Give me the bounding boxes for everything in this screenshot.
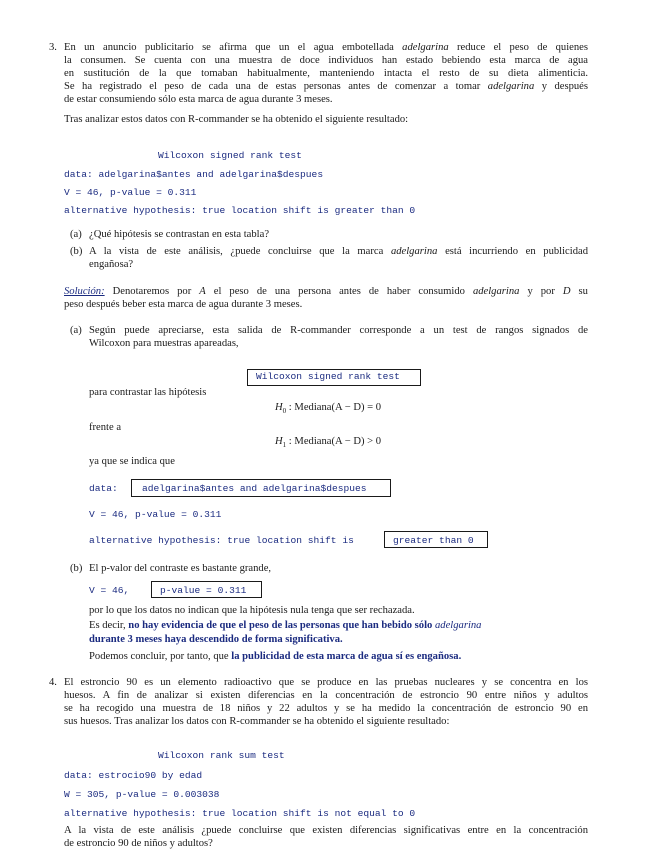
- q4-question-line-1: A la vista de este análisis ¿puede concluirse que existen diferencias significativas entre en la concentración: [64, 825, 588, 836]
- q4-line-3: se ha recogido una muestra de 18 niños y 22 adultos y se ha medido la concentración de estroncio 90 en: [64, 703, 588, 714]
- sol-b-label: (b): [70, 563, 83, 574]
- q3-output-stat: V = 46, p-value = 0.311: [64, 187, 197, 198]
- q4-line-2: huesos. A fin de analizar si existen diferencias en la concentración de estroncio 90 entre niños y adultos: [64, 690, 588, 701]
- sol-frente-text: frente a: [89, 422, 122, 433]
- q3a-label: (a): [70, 229, 82, 240]
- sol-b-line-4: durante 3 meses haya descendido de forma significativa.: [89, 634, 343, 645]
- question-4-number: 4.: [49, 677, 57, 688]
- question-3-number: 3.: [49, 42, 57, 53]
- q3-line-1: En un anuncio publicitario se afirma que un el agua embotellada adelgarina reduce el peso de quienes: [64, 42, 588, 53]
- q3-line-5: de estar consumiendo sólo esta marca de agua durante 3 meses.: [64, 94, 333, 105]
- q3b-line-1: A la vista de este análisis, ¿puede concluirse que la marca adelgarina está incurriendo en publicidad: [89, 246, 588, 257]
- q4-output-title: Wilcoxon rank sum test: [158, 750, 285, 761]
- hypothesis-h0: $H_0$ : Mediana(A − D) = 0: [275, 402, 382, 416]
- q4-line-4: sus huesos. Tras analizar los datos con R-commander se ha obtenido el siguiente resultado:: [64, 716, 450, 727]
- sol-a-label: (a): [70, 325, 82, 336]
- sol-stat-text: V = 46, p-value = 0.311: [89, 509, 222, 520]
- sol-ya-text: ya que se indica que: [89, 456, 175, 467]
- solution-label: Solución:: [64, 286, 105, 297]
- sol-v-text: V = 46,: [89, 585, 130, 596]
- boxed-alt-text: greater than 0: [393, 535, 474, 546]
- sol-b-line-2: por lo que los datos no indican que la hipótesis nula tenga que ser rechazada.: [89, 605, 415, 616]
- q3-output-alt: alternative hypothesis: true location shift is greater than 0: [64, 205, 416, 216]
- q3b-line-2: engañosa?: [89, 259, 134, 270]
- q3-after-text: Tras analizar estos datos con R-commander se ha obtenido el siguiente resultado:: [64, 114, 409, 125]
- solution-line-2: peso después beber esta marca de agua durante 3 meses.: [64, 299, 303, 310]
- q3-line-2: la consumen. Se cuenta con una muestra de doce individuos han estado bebiendo esta marca de agua: [64, 55, 588, 66]
- sol-b-line-5: Podemos concluir, por tanto, que la publicidad de esta marca de agua sí es engañosa.: [89, 651, 462, 662]
- sol-b-line-3: Es decir, no hay evidencia de que el peso de las personas que han bebido sólo adelgarina: [89, 620, 482, 631]
- sol-data-label: data:: [89, 483, 118, 494]
- q3-line-3: en sustitución de la que tomaban habitualmente, manteniendo intacta el resto de su dieta alimenticia.: [64, 68, 588, 79]
- hypothesis-h1: $H_1$ : Mediana(A − D) > 0: [275, 436, 382, 450]
- boxed-pvalue-text: p-value = 0.311: [160, 585, 247, 596]
- sol-b-line-1: El p-valor del contraste es bastante grande,: [89, 563, 272, 574]
- q4-output-alt: alternative hypothesis: true location shift is not equal to 0: [64, 808, 416, 819]
- sol-para-text: para contrastar las hipótesis: [89, 387, 207, 398]
- q4-line-1: El estroncio 90 es un elemento radioactivo que se produce en las pruebas nucleares y se concentra en los: [64, 677, 588, 688]
- q3-output-data: data: adelgarina$antes and adelgarina$despues: [64, 169, 324, 180]
- boxed-data-text: adelgarina$antes and adelgarina$despues: [142, 483, 367, 494]
- q4-question-line-2: de estroncio 90 de niños y adultos?: [64, 838, 213, 849]
- sol-a-line-1: Según puede apreciarse, esta salida de R-commander corresponde a un test de rangos signados de: [89, 325, 588, 336]
- q3-line-4: Se ha registrado el peso de cada una de estas personas antes de comenzar a tomar adelgarina y después: [64, 81, 588, 92]
- q3-output-title: Wilcoxon signed rank test: [158, 150, 302, 161]
- boxed-test-name-text: Wilcoxon signed rank test: [256, 371, 400, 382]
- sol-alt-label: alternative hypothesis: true location shift is: [89, 535, 354, 546]
- q3b-label: (b): [70, 246, 83, 257]
- sol-a-line-2: Wilcoxon para muestras apareadas,: [89, 338, 239, 349]
- q3a-text: ¿Qué hipótesis se contrastan en esta tabla?: [89, 229, 270, 240]
- solution-line-1: Solución: Denotaremos por A el peso de una persona antes de haber consumido adelgarina y por D su: [64, 286, 588, 297]
- q4-output-stat: W = 305, p-value = 0.003038: [64, 789, 220, 800]
- q4-output-data: data: estrocio90 by edad: [64, 770, 203, 781]
